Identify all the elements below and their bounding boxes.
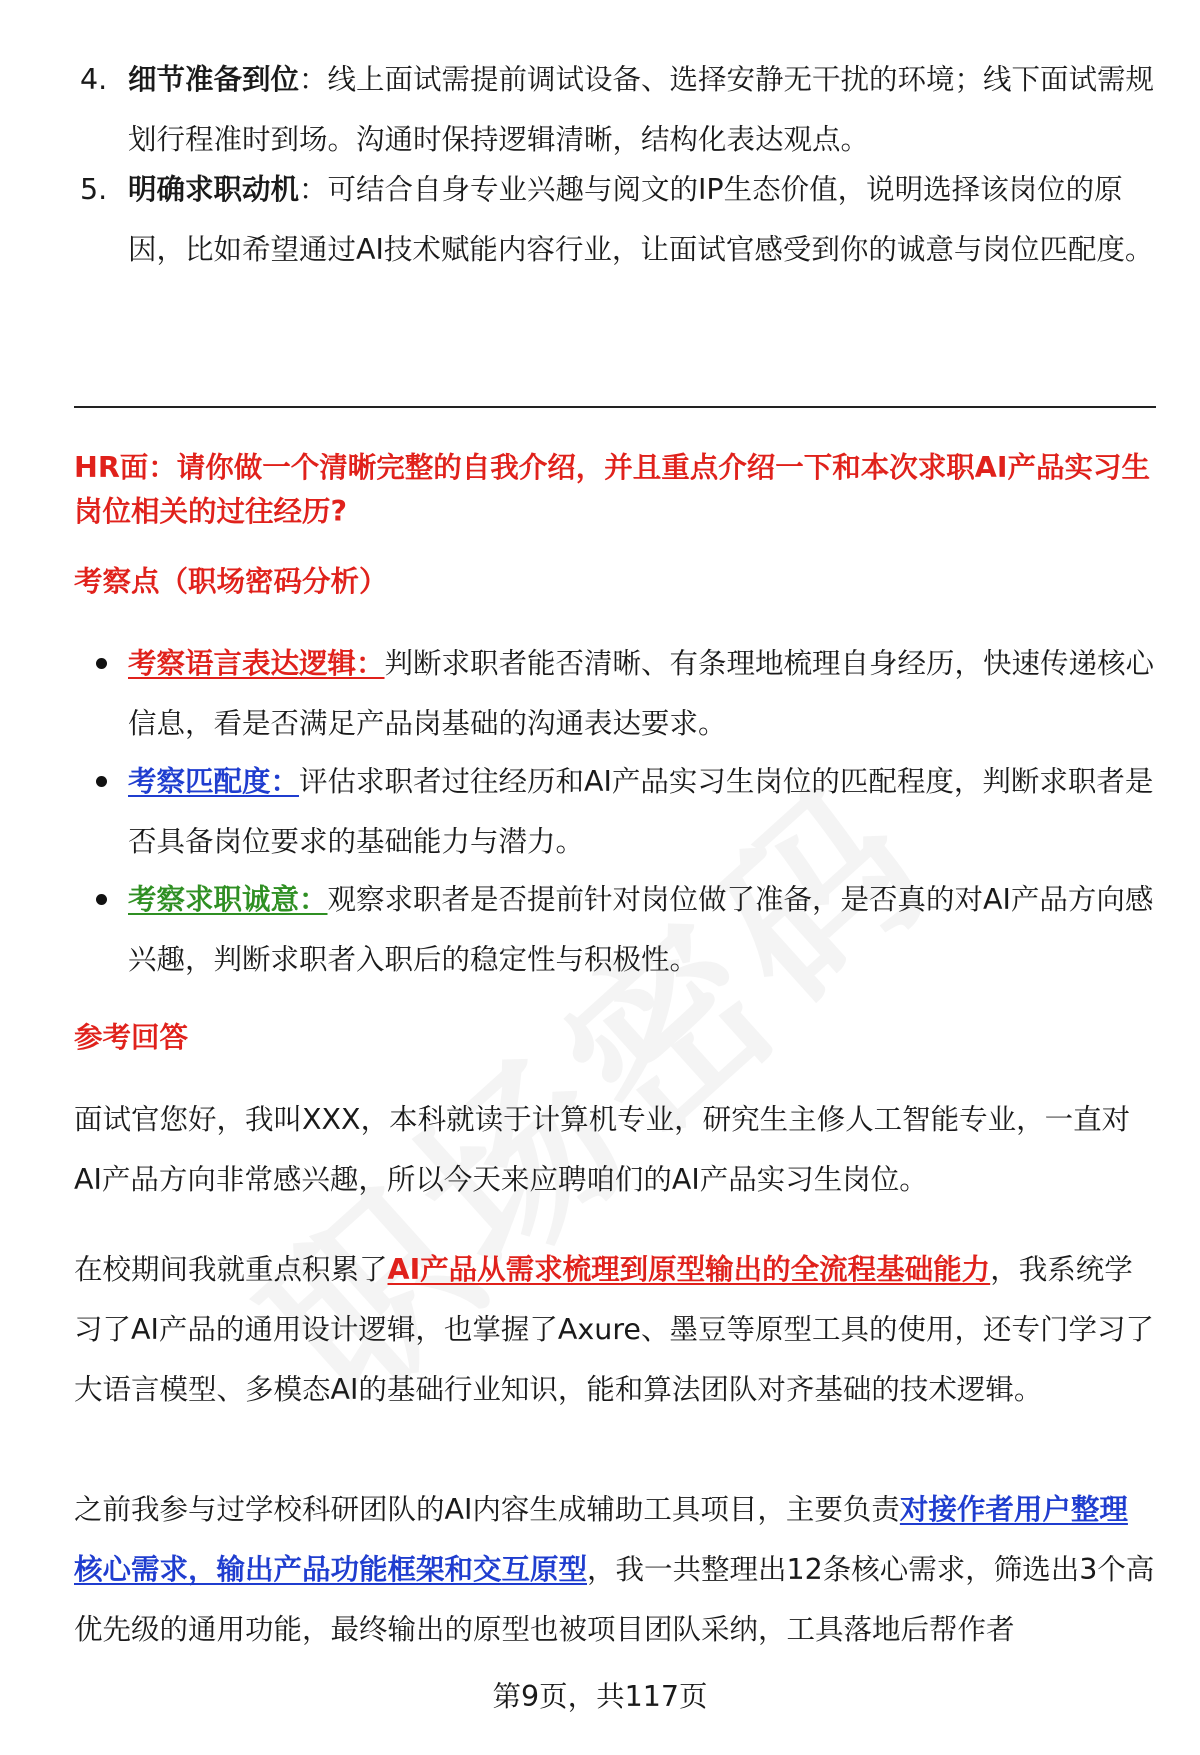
- bullet-dot: [96, 894, 107, 905]
- paragraph-text: ，我系统学习了AI产品的通用设计逻辑，也掌握了Axure、墨豆等原型工具的使用，还专门学习了大语言模型、多模态AI的基础行业知识，能和算法团队对齐基础的技术逻辑。: [74, 1253, 1154, 1406]
- answer-paragraph-3: [74, 1480, 1156, 1660]
- bullet-keyword: 考察语言表达逻辑：: [128, 647, 385, 680]
- page-footer: 第9页，共117页: [492, 1680, 708, 1713]
- paragraph-highlight: AI产品从需求梳理到原型输出的全流程基础能力: [387, 1253, 991, 1286]
- answer-paragraph-2: [74, 1240, 1156, 1420]
- list-item-text: ：线上面试需提前调试设备、选择安静无干扰的环境；线下面试需规划行程准时到场。沟通时保持逻辑清晰，结构化表达观点。: [128, 63, 1155, 156]
- bullet-text: 判断求职者能否清晰、有条理地梳理自身经历，快速传递核心信息，看是否满足产品岗基础的沟通表达要求。: [128, 647, 1155, 740]
- bullet-keyword: 考察匹配度：: [128, 765, 300, 798]
- assess-heading: 考察点（职场密码分析）: [74, 565, 388, 598]
- hr-question: HR面：请你做一个清晰完整的自我介绍，并且重点介绍一下和本次求职AI产品实习生岗位相关的过往经历?: [74, 451, 1150, 528]
- bullet-text: 评估求职者过往经历和AI产品实习生岗位的匹配程度，判断求职者是否具备岗位要求的基础能力与潜力。: [128, 765, 1154, 858]
- section-divider: [74, 406, 1156, 408]
- bullet-dot: [96, 776, 107, 787]
- list-item-4: [80, 50, 1160, 170]
- paragraph-text: ，我一共整理出12条核心需求，筛选出3个高优先级的通用功能，最终输出的原型也被项目团队采纳，工具落地后帮作者: [74, 1553, 1155, 1646]
- bullet-item-language: [96, 634, 1156, 754]
- bullet-keyword: 考察求职诚意：: [128, 883, 328, 916]
- paragraph-text: 在校期间我就重点积累了: [74, 1253, 388, 1286]
- list-item-text: ：可结合自身专业兴趣与阅文的IP生态价值，说明选择该岗位的原因，比如希望通过AI技术赋能内容行业，让面试官感受到你的诚意与岗位匹配度。: [128, 173, 1154, 266]
- paragraph-text: 之前我参与过学校科研团队的AI内容生成辅助工具项目，主要负责: [74, 1493, 900, 1526]
- bullet-dot: [96, 658, 107, 669]
- answer-heading: 参考回答: [74, 1021, 189, 1054]
- paragraph-highlight: 对接作者用户整理核心需求，输出产品功能框架和交互原型: [74, 1493, 1128, 1586]
- bullet-item-match: [96, 752, 1156, 872]
- list-item-title: 细节准备到位: [128, 63, 300, 96]
- list-number: 4.: [80, 63, 108, 96]
- list-item-5: [80, 160, 1160, 280]
- list-number: 5.: [80, 173, 108, 206]
- list-item-title: 明确求职动机: [128, 173, 300, 206]
- answer-paragraph-1: 面试官您好，我叫XXX，本科就读于计算机专业，研究生主修人工智能专业，一直对AI产品方向非常感兴趣，所以今天来应聘咱们的AI产品实习生岗位。: [74, 1103, 1131, 1196]
- bullet-text: 观察求职者是否提前针对岗位做了准备，是否真的对AI产品方向感兴趣，判断求职者入职后的稳定性与积极性。: [128, 883, 1154, 976]
- bullet-item-sincerity: [96, 870, 1156, 990]
